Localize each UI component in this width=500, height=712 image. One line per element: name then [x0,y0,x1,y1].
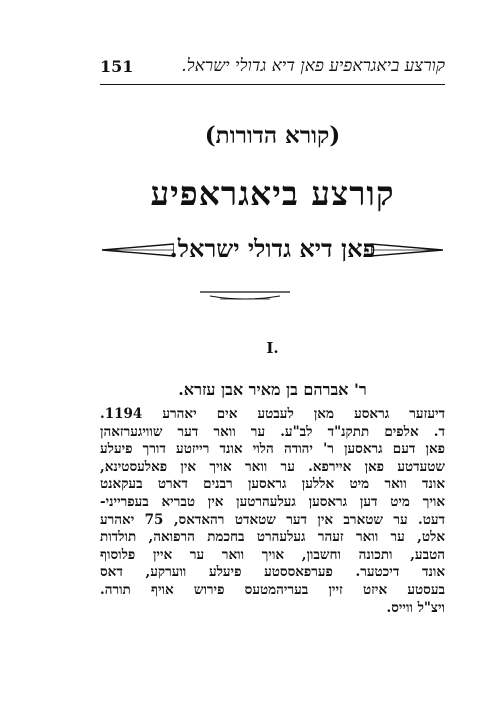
supertitle: (קורא הדורות) [204,122,341,149]
body-line: אונד דיכטער. פערפאססטע פיעלע ווערקע, דאס [100,564,445,581]
body-line: דיעזער גראסע מאן לעבטע אים יאהרע 1194. [100,406,445,422]
body-line: פאן דעם גראסען ר' יהודה הלוי אונד רייזטע דורך פיעלע [100,441,445,458]
body-line: ד. אלפים תתקנ"ד לב"ע. ער וואר דער שוויגערזאהן [100,423,445,440]
body-line: ויצ"ל ווייס. [386,599,445,616]
body-line: אויך מיט דען גראסען געלעהרטען אין טבריא בעפרייני- [100,493,445,510]
body-line: בעסטע איזט זיין בעריהמטעס פירוש אויף תורה. [100,581,445,598]
body-line: הטבע, ותכונה וחשבון, אויך וואר ער איין פלוסוף [100,546,445,563]
running-title: קורצע ביאגראפיע פאן דיא גדולי ישראל. [181,56,445,76]
header-rule [100,84,445,85]
page-number: 151 [100,57,134,76]
body-line: אונד וואר מיט אללען גראסען רבנים דארט בעקאנט [100,476,445,493]
subtitle-row [100,234,445,270]
body-paragraph [100,406,445,617]
right-flourish-icon [371,242,443,258]
subtitle: פאן דיא גדולי ישראל. [169,234,376,263]
main-title: קורצע ביאגראפיע [150,174,395,213]
ornament-divider-icon [200,288,290,302]
section-numeral: I. [266,339,279,357]
running-header [100,56,445,84]
body-line: שטעדטע פאן איירפא. ער וואר אויך אין פאלעסטינא, [100,458,445,475]
body-line: דעט. ער שטארב אין דער שטאדט רהאדאס, 75 יאהרע [100,511,445,528]
body-line: אלט, ער וואר זעהר געלעהרט בחכמת הרפואה, תולדות [100,529,445,546]
section-heading: ר' אברהם בן מאיר אבן עזרא. [178,380,367,399]
